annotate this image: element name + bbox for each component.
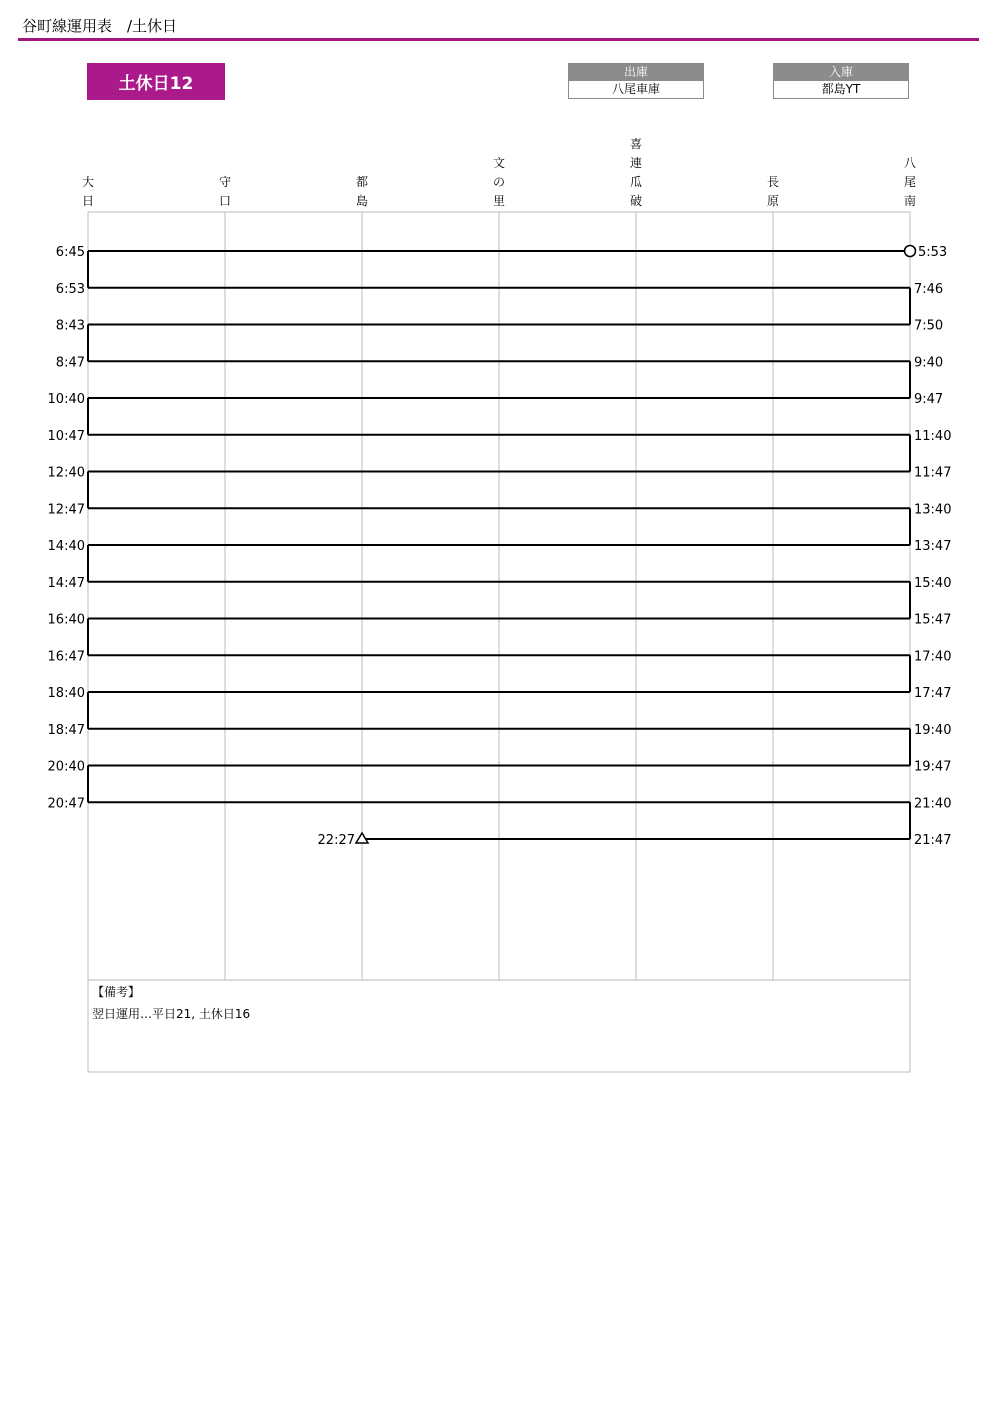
station-label-char: 喜 [629,137,643,151]
station-label-char: 尾 [903,175,917,189]
arrival-time-label: 21:40 [914,796,952,812]
trip-lines [88,246,916,844]
station-label-char: 文 [492,156,506,170]
departure-time-label: 12:47 [47,502,85,518]
departure-time-label: 13:47 [914,539,952,554]
remarks-box [92,984,250,1021]
departure-time-label: 7:50 [914,318,944,334]
station-label-char: 瓜 [629,175,643,189]
station-label-char: 破 [629,194,643,208]
departure-time-label: 18:47 [47,722,85,738]
arrival-time-label: 7:46 [914,281,944,297]
depot-out-label: 出庫 [569,64,703,81]
arrival-time-label: 18:40 [47,686,85,701]
departure-time-label: 9:47 [914,392,944,407]
arrival-time-label: 11:40 [914,428,952,444]
arrival-time-label: 19:40 [914,722,952,738]
remarks-title: 【備考】 [92,985,141,999]
header-title: 谷町線運用表 /土休日 [22,17,178,35]
departure-time-label: 10:47 [47,428,85,444]
departure-time-label: 19:47 [914,759,952,775]
departure-time-label: 21:47 [914,833,952,848]
remarks-text: 翌日運用…平日21, 土休日16 [92,1007,251,1021]
arrival-time-label: 9:40 [914,355,944,371]
departure-time-label: 8:47 [55,355,85,371]
station-label-char: 里 [492,194,506,208]
arrival-time-label: 16:40 [47,612,85,628]
departure-time-label: 14:47 [47,575,85,591]
departure-time-label: 17:47 [914,686,952,701]
station-label-char: 日 [81,194,95,208]
depot-in-label: 入庫 [774,64,908,81]
station-label-char: 都 [355,175,369,189]
station-label-char: 大 [81,175,95,189]
station-label-char: 口 [218,194,232,208]
station-label-char: 八 [903,156,917,170]
station-label-char: 連 [629,156,643,170]
arrival-time-label: 15:40 [914,575,952,591]
departure-time-label: 6:53 [55,281,85,297]
arrival-time-label: 13:40 [914,502,952,518]
arrival-time-label: 17:40 [914,649,952,665]
departure-time-label: 20:47 [47,796,85,812]
operation-badge: 土休日12 [87,63,225,100]
station-label-char: 守 [218,175,232,189]
arrival-time-label: 12:40 [47,465,85,481]
departure-time-label: 16:47 [47,649,85,665]
departure-time-label: 11:47 [914,465,952,481]
arrival-time-label: 20:40 [47,759,85,775]
depot-out-value: 八尾車庫 [569,81,703,98]
station-labels [82,136,916,208]
arrival-time-label: 22:27 [317,833,355,848]
arrival-time-label: 8:43 [55,318,85,334]
arrival-time-label: 6:45 [55,245,85,260]
station-label-char: 南 [903,194,917,208]
departure-time-label: 5:53 [918,245,948,260]
depot-in-value: 都島YT [774,81,908,98]
arrival-time-label: 10:40 [47,392,85,407]
station-label-char: 島 [355,194,369,208]
station-label-char: の [492,175,506,189]
station-label-char: 原 [766,194,780,208]
station-label-char: 長 [766,175,780,189]
departure-time-label: 15:47 [914,612,952,628]
diagram-grid [88,212,910,1072]
arrival-time-label: 14:40 [47,539,85,554]
start-circle-marker [905,246,916,257]
